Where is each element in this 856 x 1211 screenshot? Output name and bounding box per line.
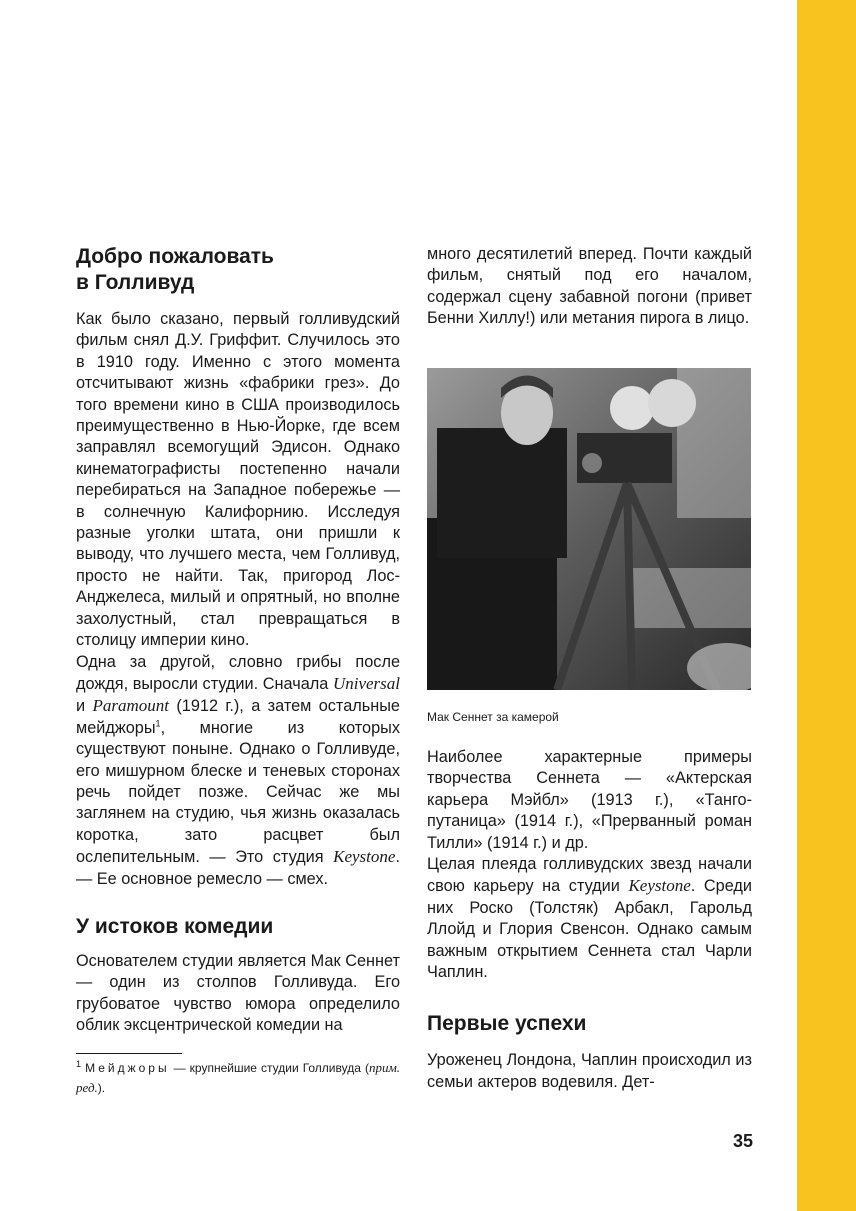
- text: и: [76, 697, 86, 716]
- keystone-italic: Keystone: [628, 876, 691, 896]
- universal-italic: Universal: [332, 673, 400, 693]
- heading-comedy-origins: У истоков комедии: [76, 914, 274, 938]
- paragraph-chaplin: Уроженец Лондона, Чаплин происходил из семьи актеров водевиля. Дет-: [427, 1051, 752, 1091]
- footnote-rule: [76, 1053, 182, 1054]
- footnote-end: ).: [97, 1081, 106, 1095]
- text: Одна за другой, словно грибы после дождя, выросли студии. Сначала: [76, 652, 400, 693]
- page-number: 35: [733, 1131, 754, 1151]
- paragraph-examples: Наиболее характерные примеры творчества Сеннета — «Актерская карьера Мэйбл» (1913 г.), «Танго-путаница» (1914 г.), «Прерванный роман Тилли» (1914 г.) и др.: [427, 748, 752, 852]
- footnote-note: прим. ред.: [76, 1060, 400, 1095]
- footnote: [76, 1058, 400, 1098]
- heading-welcome-line1: Добро пожаловать: [76, 245, 274, 268]
- text: . Среди них Роско (Толстяк) Арбакл, Гарольд Ллойд и Глория Свенсон. Однако самым важным открытием Сеннета стал Чарли Чаплин.: [427, 877, 753, 982]
- footnote-term: Мейджоры: [85, 1061, 170, 1075]
- paramount-italic: Paramount: [92, 696, 169, 716]
- paragraph-chase: много десятилетий вперед. Почти каждый фильм, снятый под его началом, содержал сцену забавной погони (привет Бенни Хиллу!) или метания пирога в лицо.: [427, 245, 752, 328]
- paragraph-griffith: Как было сказано, первый голливудский фильм снял Д.У. Гриффит. Случилось это в 1910 году. Именно с этого момента отсчитывают жизнь «фабрики грез». До того времени кино в США производилось преимущественно в Нью-Йорке, где всем заправлял всемогущий Эдисон. Однако кинематографисты постепенно начали перебираться на Западное побережье — в солнечную Калифорнию. Исследуя разные уголки штата, они пришли к выводу, что лучшего места, чем Голливуд, просто не найти. Так, пригород Лос-Анджелеса, милый и опрятный, но вполне захолустный, стал превращаться в столицу империи кино.: [76, 310, 400, 650]
- photo-illustration: [427, 368, 751, 690]
- paragraph-stars: [427, 854, 752, 983]
- paragraph-sennett: Основателем студии является Мак Сеннет — один из столпов Голливуда. Его грубоватое чувство юмора определило облик эксцентрической комедии на: [76, 951, 400, 1035]
- paragraph-studios: [76, 652, 400, 890]
- text: (1912 г.), а затем остальные мейджоры: [76, 697, 400, 737]
- photo-caption: Мак Сеннет за камерой: [427, 710, 559, 724]
- heading-welcome-line2: в Голливуд: [76, 271, 195, 294]
- heading-welcome: [76, 244, 400, 296]
- photo-sennett-camera: [427, 368, 751, 690]
- text: Целая плеяда голливудских звезд начали свою карьеру на студии: [427, 855, 752, 896]
- yellow-side-bar: [797, 0, 856, 1211]
- heading-first-successes: Первые успехи: [427, 1012, 587, 1036]
- text: . — Ее основное ремесло — смех.: [76, 848, 400, 888]
- footnote-text: — крупнейшие студии Голливуда (: [173, 1061, 369, 1075]
- left-column: [76, 244, 400, 1037]
- right-column-bottom: [427, 747, 752, 1093]
- footnote-number: 1: [76, 1059, 82, 1069]
- right-column-top: [427, 244, 752, 330]
- footnote-ref: 1: [155, 718, 161, 729]
- text: , многие из которых существуют поныне. Однако о Голливуде, его мишурном блеске и теневых сторонах речь пойдет позже. Сейчас же мы заглянем на студию, чья жизнь оказалась коротка, зато расцвет был ослепительным. — Это студия: [76, 718, 400, 867]
- keystone-italic: Keystone: [333, 847, 396, 867]
